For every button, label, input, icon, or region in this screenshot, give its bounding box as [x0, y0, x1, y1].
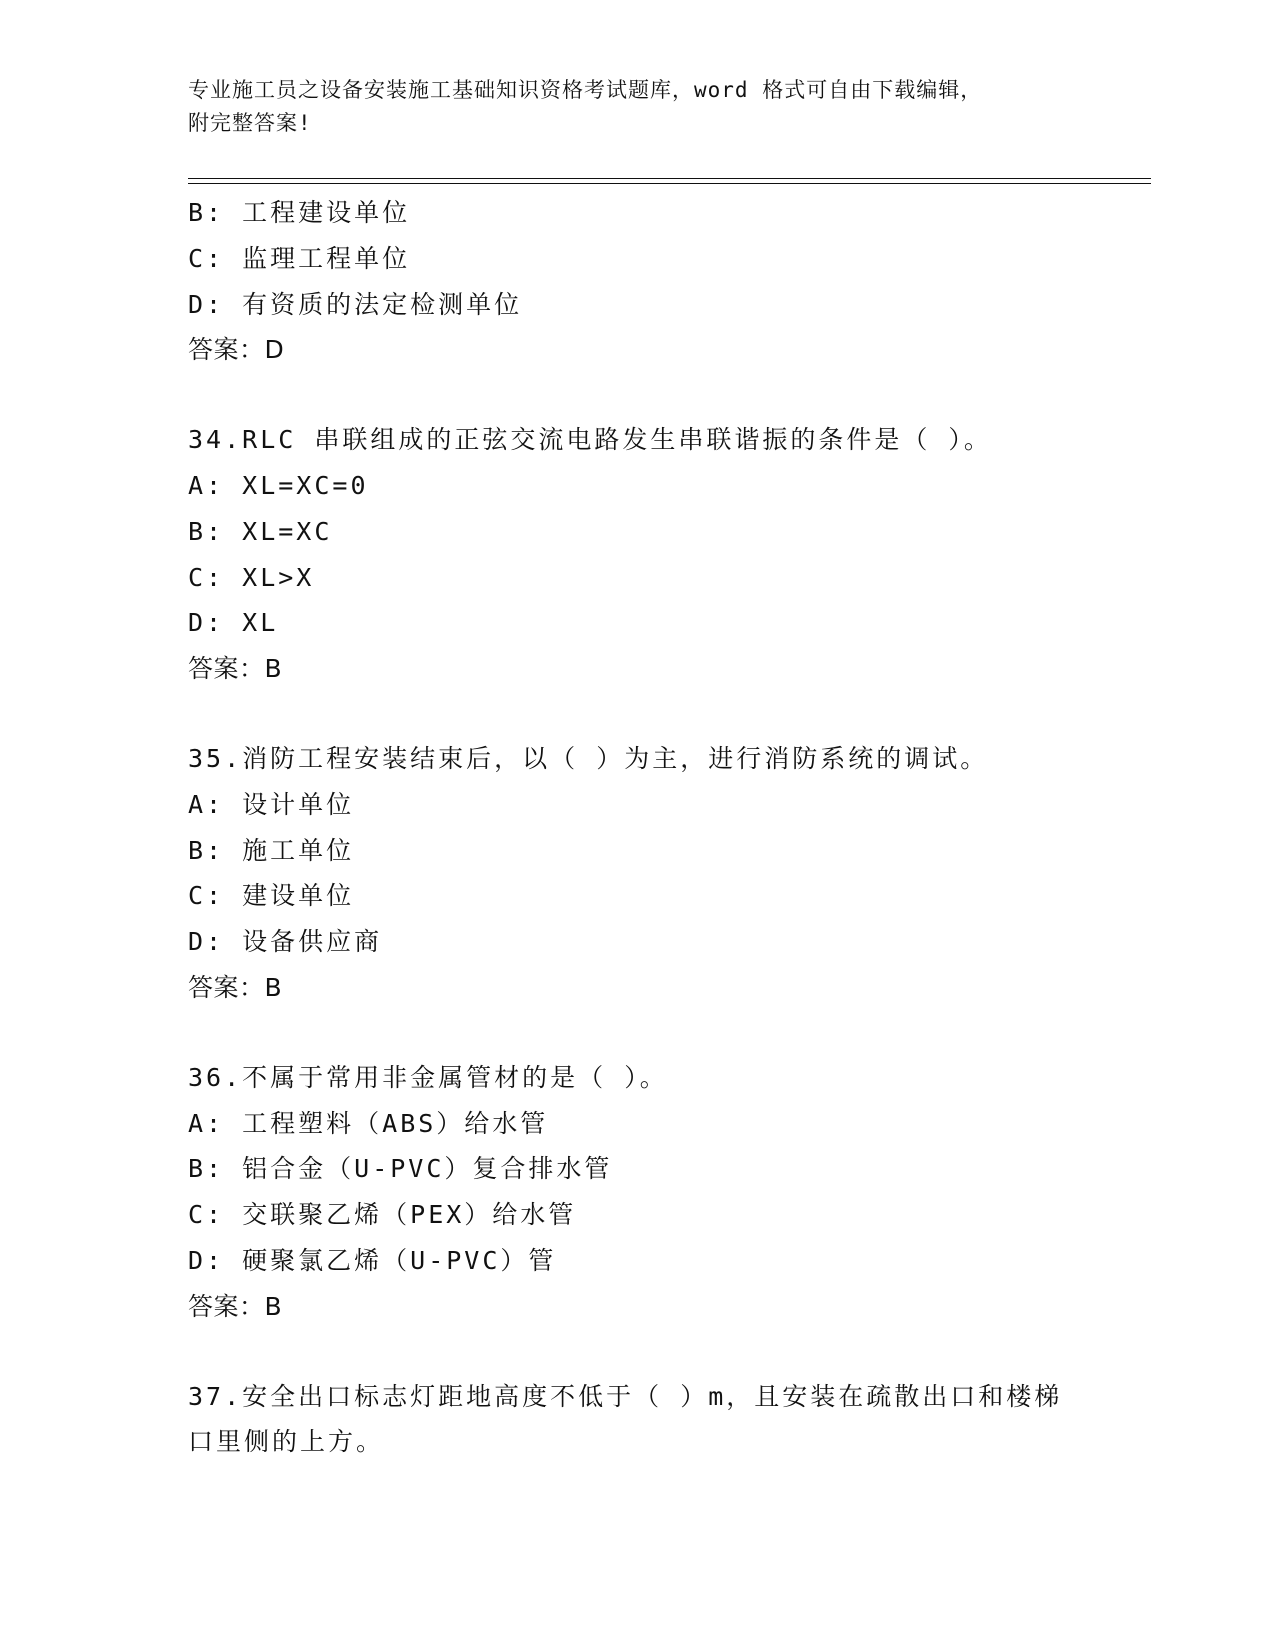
option-a: A: 设计单位	[188, 789, 355, 819]
answer: 答案：D	[188, 335, 285, 365]
option-c: C: 监理工程单位	[188, 243, 411, 273]
option-c: C: 交联聚乙烯（PEX）给水管	[188, 1200, 577, 1230]
answer: 答案：B	[188, 972, 283, 1002]
question-block-continued	[188, 190, 1148, 373]
option-a: A: XL=XC=0	[188, 470, 369, 500]
question-stem-line-2: 口里侧的上方。	[188, 1427, 385, 1457]
option-c: C: 建设单位	[188, 881, 355, 911]
option-c: C: XL>X	[188, 562, 315, 592]
question-block-37	[188, 1374, 1068, 1466]
option-d: D: 有资质的法定检测单位	[188, 289, 523, 319]
header-line-1: 专业施工员之设备安装施工基础知识资格考试题库，word 格式可自由下载编辑，	[188, 78, 983, 102]
question-stem: 35.消防工程安装结束后，以（ ）为主，进行消防系统的调试。	[188, 743, 989, 773]
option-d: D: XL	[188, 608, 279, 638]
question-block-34	[188, 417, 1148, 692]
header-divider-top	[188, 178, 1151, 179]
answer: 答案：B	[188, 1291, 283, 1321]
header-line-2: 附完整答案!	[188, 111, 312, 135]
document-header	[188, 74, 1088, 140]
header-divider-bottom	[188, 183, 1151, 184]
option-d: D: 硬聚氯乙烯（U-PVC）管	[188, 1245, 557, 1275]
question-stem: 36.不属于常用非金属管材的是（ ）。	[188, 1062, 668, 1092]
option-b: B: 工程建设单位	[188, 198, 411, 227]
option-b: B: XL=XC	[188, 516, 333, 546]
option-b: B: 铝合金（U-PVC）复合排水管	[188, 1154, 613, 1184]
question-block-36	[188, 1055, 1148, 1330]
question-list	[188, 190, 1148, 1465]
question-stem-line-1: 37.安全出口标志灯距地高度不低于（ ）m，且安装在疏散出口和楼梯	[188, 1381, 1063, 1411]
question-block-35	[188, 736, 1148, 1011]
option-b: B: 施工单位	[188, 835, 355, 865]
answer: 答案：B	[188, 654, 283, 684]
option-d: D: 设备供应商	[188, 927, 383, 957]
option-a: A: 工程塑料（ABS）给水管	[188, 1108, 549, 1138]
question-stem: 34.RLC 串联组成的正弦交流电路发生串联谐振的条件是（ ）。	[188, 425, 992, 455]
